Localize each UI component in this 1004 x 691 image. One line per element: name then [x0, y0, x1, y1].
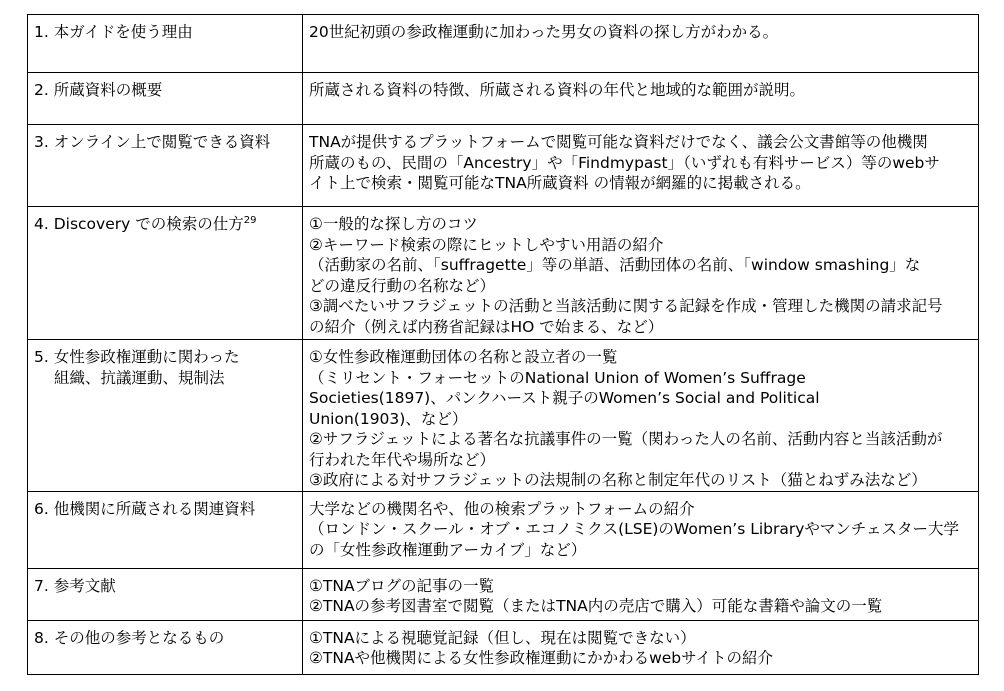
topic-text	[34, 214, 298, 235]
description-line: TNAが提供するプラットフォームで閲覧可能な資料だけでなく、議会公文書館等の他機関	[309, 133, 928, 151]
table-row	[28, 125, 979, 207]
table-row	[28, 491, 979, 568]
description-line: ③調べたいサフラジェットの活動と当該活動に関する記録を作成・管理した機関の請求記号	[309, 297, 943, 315]
topic-text: 1. 本ガイドを使う理由	[34, 23, 193, 41]
topic-label: 4. Discovery での検索の仕方	[34, 215, 244, 233]
description-line: どの違反行動の名称など）	[309, 276, 496, 295]
description-line: ③政府による対サフラジェットの法規制の名称と制定年代のリスト（猫とねずみ法など）	[309, 471, 927, 489]
description-line: （ミリセント・フォーセットのNational Union of Women’s Suffrage	[309, 368, 806, 387]
description-line: ②TNAの参考図書室で閲覧（またはTNA内の売店で購入）可能な書籍や論文の一覧	[309, 597, 883, 615]
table-row	[28, 568, 979, 620]
topic-text: 8. その他の参考となるもの	[34, 628, 225, 647]
description-cell	[303, 15, 979, 73]
description-line: ①一般的な探し方のコツ	[309, 215, 478, 233]
topic-cell	[28, 340, 303, 492]
description-line: 所蔵される資料の特徴、所蔵される資料の年代と地域的な範囲が説明。	[309, 81, 806, 99]
description-line: の「女性参政権運動アーカイブ」など）	[309, 540, 587, 559]
table-row	[28, 73, 979, 125]
description-line: 20世紀初頭の参政権運動に加わった男女の資料の探し方がわかる。	[309, 23, 779, 41]
description-line: の紹介（例えば内務省記録はHO で始まる、など）	[309, 317, 664, 336]
table-row	[28, 620, 979, 674]
description-line: ①TNAによる視聴覚記録（但し、現在は閲覧できない）	[309, 628, 696, 647]
guide-table	[27, 14, 979, 675]
description-line: 行われた年代や場所など）	[309, 450, 496, 469]
topic-cell	[28, 568, 303, 620]
description-line: ②TNAや他機関による女性参政権運動にかかわるwebサイトの紹介	[309, 649, 774, 667]
description-line: （活動家の名前、「suffragette」等の単語、活動団体の名前、「window smashing」な	[309, 256, 921, 274]
description-line: イト上で検索・閲覧可能なTNA所蔵資料 の情報が網羅的に掲載される。	[309, 174, 811, 192]
description-cell	[303, 125, 979, 207]
description-cell	[303, 491, 979, 568]
description-cell	[303, 73, 979, 125]
topic-cell	[28, 620, 303, 674]
footnote-marker: 29	[243, 214, 257, 226]
topic-text-continued: 組織、抗議運動、規制法	[54, 368, 225, 387]
description-line: 大学などの機関名や、他の検索プラットフォームの紹介	[309, 499, 695, 518]
topic-cell	[28, 207, 303, 340]
description-cell	[303, 620, 979, 674]
topic-text: 7. 参考文献	[34, 576, 116, 595]
topic-cell	[28, 73, 303, 125]
description-line: ①TNAブログの記事の一覧	[309, 576, 495, 595]
description-cell	[303, 207, 979, 340]
topic-cell	[28, 125, 303, 207]
description-line: Union(1903)、など）	[309, 409, 468, 428]
table-row	[28, 207, 979, 340]
table-row	[28, 15, 979, 73]
topic-cell	[28, 491, 303, 568]
topic-text: 2. 所蔵資料の概要	[34, 81, 163, 99]
description-cell	[303, 568, 979, 620]
description-line: ②キーワード検索の際にヒットしやすい用語の紹介	[309, 235, 664, 254]
description-line: ②サフラジェットによる著名な抗議事件の一覧（関わった人の名前、活動内容と当該活動が	[309, 430, 943, 448]
topic-text: 5. 女性参政権運動に関わった	[34, 348, 240, 366]
description-line: ①女性参政権運動団体の名称と設立者の一覧	[309, 348, 618, 366]
topic-text: 6. 他機関に所蔵される関連資料	[34, 499, 256, 518]
description-line: Societies(1897)、パンクハースト親子のWomen’s Social and Political	[309, 389, 820, 407]
table-row	[28, 340, 979, 492]
topic-cell	[28, 15, 303, 73]
description-line: 所蔵のもの、民間の「Ancestry」や「Findmypast」（いずれも有料サービス）等のwebサ	[309, 153, 940, 172]
description-line: （ロンドン・スクール・オブ・エコノミクス(LSE)のWomen’s Libraryやマンチェスター大学	[309, 520, 959, 538]
topic-text: 3. オンライン上で閲覧できる資料	[34, 133, 271, 151]
description-cell	[303, 340, 979, 492]
